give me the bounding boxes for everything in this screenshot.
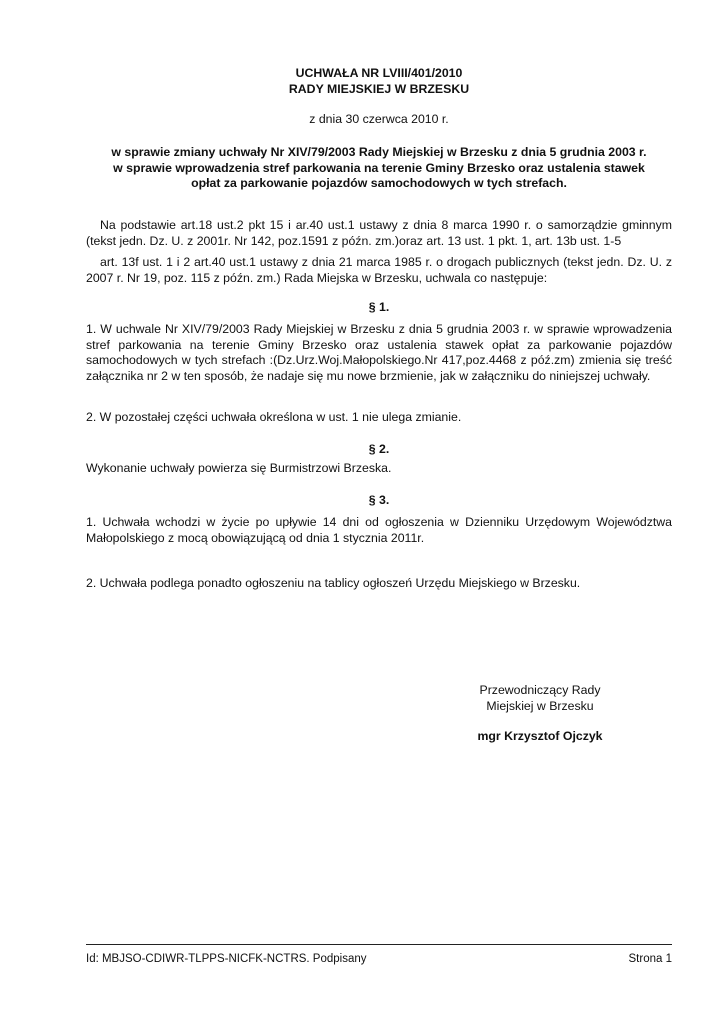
resolution-title [86,66,672,97]
section-heading: § 2. [368,442,390,456]
preamble-paragraph: Na podstawie art.18 ust.2 pkt 15 i ar.40 ust.1 ustawy z dnia 8 marca 1990 r. o samorządzie gminnym (tekst jedn. Dz. U. z 2001r. Nr 142, poz.1591 z późn. zm.)oraz art. 13 ust. 1 pkt. 1, art. 13b ust. 1-5 [86,218,672,248]
section-paragraph: 1. Uchwała wchodzi w życie po upływie 14 dni od ogłoszenia w Dzienniku Urzędowym Województwa Małopolskiego z mocą obowiązującą od dnia 1 stycznia 2011r. [86,515,672,545]
document-id: Id: MBJSO-CDIWR-TLPPS-NICFK-NCTRS. Podpisany [86,953,367,965]
title-line-2: RADY MIEJSKIEJ W BRZESKU [288,81,470,96]
subject-line: w sprawie wprowadzenia stref parkowania na terenie Gminy Brzesko oraz ustalenia stawek [113,160,645,175]
footer-divider [86,944,672,945]
title-line-1: UCHWAŁA NR LVIII/401/2010 [295,66,463,80]
signature-role: Przewodniczący Rady [479,683,601,697]
subject-line: opłat za parkowanie pojazdów samochodowych w tych strefach. [191,176,567,190]
resolution-subject [86,145,672,192]
section-paragraph: 2. Uchwała podlega ponadto ogłoszeniu na tablicy ogłoszeń Urzędu Miejskiego w Brzesku. [86,576,581,590]
signature-block [440,682,640,744]
preamble-paragraph: art. 13f ust. 1 i 2 art.40 ust.1 ustawy z dnia 21 marca 1985 r. o drogach publicznych (tekst jedn. Dz. U. z 2007 r. Nr 19, poz. 115 z późn. zm.) Rada Miejska w Brzesku, uchwala co następuje: [86,255,672,285]
section-paragraph: Wykonanie uchwały powierza się Burmistrzowi Brzeska. [86,461,392,475]
section-heading: § 1. [368,300,390,314]
subject-line: w sprawie zmiany uchwały Nr XIV/79/2003 Rady Miejskiej w Brzesku z dnia 5 grudnia 2003 r. [111,145,647,159]
section-paragraph: 2. W pozostałej części uchwała określona w ust. 1 nie ulega zmianie. [86,410,462,424]
section-paragraph: 1. W uchwale Nr XIV/79/2003 Rady Miejskiej w Brzesku z dnia 5 grudnia 2003 r. w sprawie wprowadzenia stref parkowania na terenie Gminy Brzesko oraz ustalenia stawek opłat za parkowanie pojazdów samochodowych w tych strefach :(Dz.Urz.Woj.Małopolskiego.Nr 417,poz.4468 z póź.zm) zmienia się treść załącznika nr 2 w ten sposób, że nadaje się mu nowe brzmienie, jak w załączniku do niniejszej uchwały. [86,322,672,383]
page-footer [86,953,672,965]
resolution-date: z dnia 30 czerwca 2010 r. [309,112,449,126]
signature-role: Miejskiej w Brzesku [486,699,594,713]
page-number: Strona 1 [628,953,672,965]
signature-name: mgr Krzysztof Ojczyk [477,729,603,743]
section-heading: § 3. [368,493,390,507]
